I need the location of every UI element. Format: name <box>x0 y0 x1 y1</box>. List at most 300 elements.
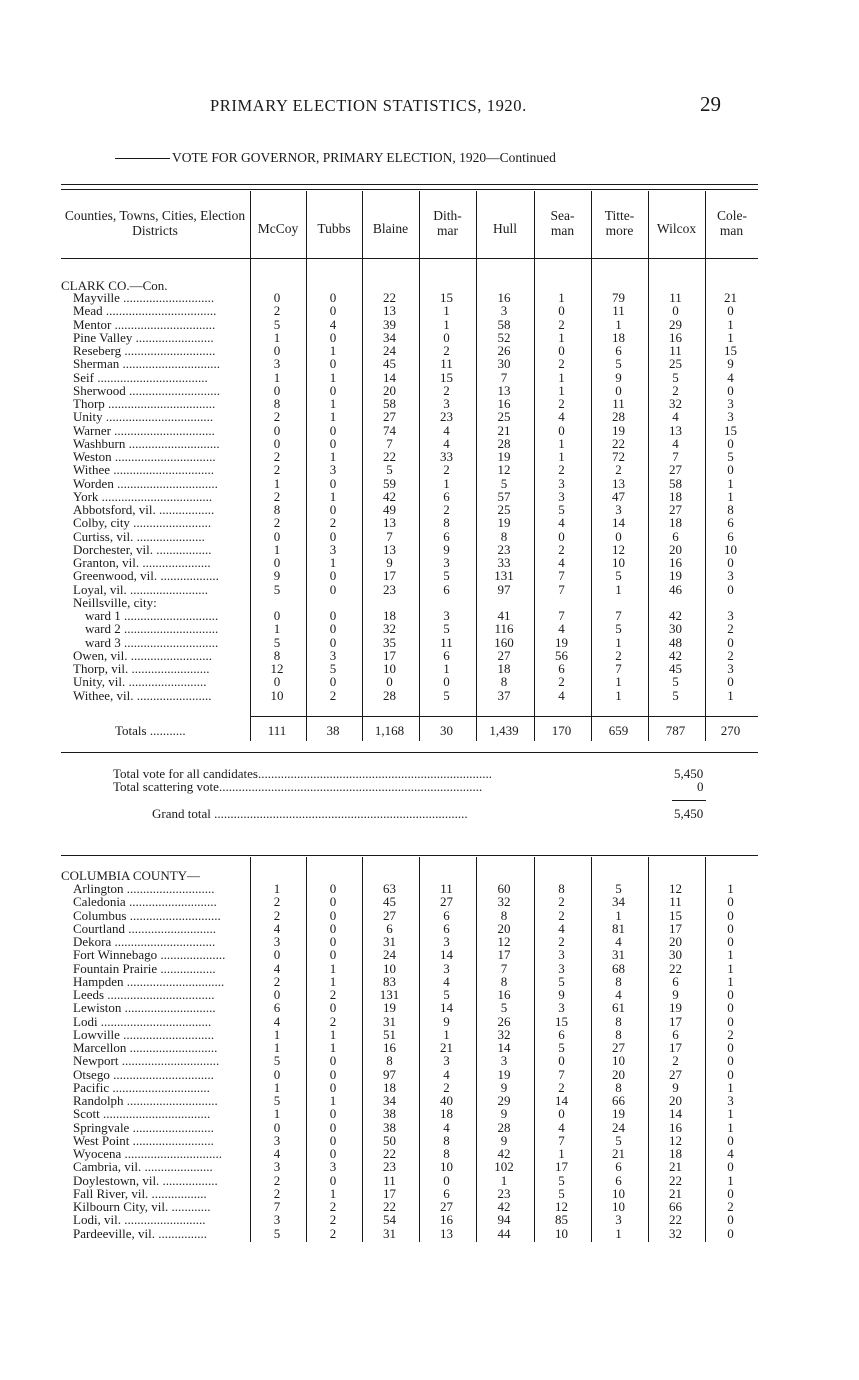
table-row <box>61 649 757 662</box>
vote-cell: 1 <box>329 555 337 570</box>
vote-cell: 5 <box>727 449 734 464</box>
vote-cell: 6 <box>273 1000 281 1016</box>
vote-cell: 1 <box>500 1172 508 1188</box>
vote-cell: 27 <box>440 1199 453 1214</box>
district-name: Courtland ........................... <box>73 920 216 936</box>
table-row <box>61 450 757 463</box>
vote-cell: 0 <box>329 382 337 398</box>
vote-cell: 19 <box>669 1000 682 1016</box>
clark-bottom-rule <box>61 752 758 753</box>
total-cell: 170 <box>551 723 572 738</box>
vote-cell: 7 <box>558 581 565 597</box>
vote-cell: 0 <box>273 1066 281 1082</box>
vote-cell <box>305 596 361 609</box>
vote-cell: 3 <box>329 647 337 663</box>
vote-cell: 7 <box>672 449 679 464</box>
clark-table <box>61 291 757 702</box>
vote-cell: 31 <box>383 1225 396 1241</box>
vote-cell: 1 <box>558 1146 565 1161</box>
vote-cell: 0 <box>273 528 281 544</box>
vote-cell: 2 <box>558 462 565 478</box>
total-cell: 1,439 <box>489 723 519 738</box>
vote-cell: 21 <box>612 1146 625 1161</box>
table-row <box>61 477 757 490</box>
vote-cell: 13 <box>383 515 396 531</box>
vote-cell: 61 <box>612 1000 625 1016</box>
vote-cell: 6 <box>443 647 450 663</box>
vote-cell: 31 <box>383 1013 396 1029</box>
vote-cell: 18 <box>669 1146 682 1161</box>
vote-cell: 19 <box>497 1066 511 1082</box>
vote-cell: 28 <box>383 687 396 703</box>
district-name: Lowville ............................ <box>73 1026 215 1042</box>
table-row <box>61 1147 757 1160</box>
vote-cell: 0 <box>329 1146 337 1161</box>
summary-grand: Grand total .............................................................................. <box>152 806 468 821</box>
vote-cell: 13 <box>440 1225 453 1241</box>
vote-cell: 1 <box>727 881 734 896</box>
vote-cell: 1 <box>727 960 734 976</box>
vote-cell: 8 <box>500 973 508 989</box>
total-cell: 787 <box>665 723 686 738</box>
vote-cell: 16 <box>497 290 511 305</box>
vote-cell: 20 <box>497 920 511 936</box>
vote-cell: 22 <box>383 449 396 464</box>
vote-cell: 4 <box>558 687 565 703</box>
vote-cell: 3 <box>443 608 450 623</box>
table-row <box>61 622 757 635</box>
vote-cell: 1 <box>329 343 337 358</box>
col-header-coleman: Cole- man <box>717 208 747 238</box>
vote-cell: 27 <box>669 1066 682 1082</box>
district-name: Leeds ................................. <box>73 987 215 1002</box>
vote-cell: 1 <box>273 541 281 557</box>
vote-cell: 66 <box>669 1199 682 1214</box>
vote-cell: 1 <box>329 488 337 504</box>
table-row <box>61 344 757 357</box>
vote-cell: 8 <box>273 647 281 663</box>
vote-cell: 18 <box>383 608 396 623</box>
vote-cell: 3 <box>273 1132 281 1148</box>
total-cell: 270 <box>720 723 741 738</box>
vote-cell: 5 <box>672 687 679 703</box>
vote-cell: 0 <box>329 290 337 305</box>
vote-cell: 8 <box>558 881 565 896</box>
vote-cell: 2 <box>558 934 565 949</box>
table-row <box>61 490 757 503</box>
vote-cell: 3 <box>329 541 337 557</box>
district-name: Dorchester, vil. ................. <box>73 541 212 557</box>
vote-cell: 2 <box>273 973 281 989</box>
vote-cell: 2 <box>672 382 679 398</box>
vote-cell: 35 <box>383 634 396 650</box>
vote-cell: 8 <box>443 515 450 531</box>
vote-cell: 0 <box>329 920 337 936</box>
vote-cell: 2 <box>273 894 281 910</box>
vote-cell: 1 <box>727 1119 734 1135</box>
vote-cell: 17 <box>383 568 396 584</box>
vote-cell: 3 <box>615 1212 622 1228</box>
vote-cell: 14 <box>440 1000 453 1016</box>
district-name: Weston ............................... <box>73 449 216 464</box>
vote-cell: 4 <box>273 1146 281 1161</box>
vote-cell: 6 <box>443 920 450 936</box>
vote-cell: 51 <box>383 1026 396 1042</box>
vote-cell: 13 <box>669 422 682 438</box>
vote-cell: 6 <box>672 1026 679 1042</box>
vote-cell: 22 <box>669 960 682 976</box>
vote-cell: 7 <box>558 608 565 623</box>
district-name: Lodi, vil. ......................... <box>73 1212 206 1228</box>
district-name: Lewiston ............................ <box>73 1000 216 1016</box>
vote-cell: 40 <box>440 1093 453 1108</box>
district-name: Hampden .............................. <box>73 973 225 989</box>
vote-cell: 29 <box>497 1093 511 1108</box>
vote-cell: 28 <box>497 1119 511 1135</box>
table-row <box>61 1041 757 1054</box>
vote-cell: 17 <box>669 1013 682 1029</box>
vote-cell: 11 <box>440 356 453 372</box>
col-header-hull: Hull <box>492 221 517 236</box>
district-name: Wyocena .............................. <box>73 1146 223 1161</box>
vote-cell: 8 <box>500 907 508 923</box>
vote-cell: 1 <box>615 687 622 703</box>
summary-all-value: 5,450 <box>674 766 704 781</box>
vote-cell: 3 <box>727 396 734 411</box>
vote-cell: 19 <box>497 515 511 531</box>
vote-cell: 10 <box>612 1185 625 1201</box>
table-row <box>61 1001 757 1014</box>
district-name: Dekora ............................... <box>73 934 216 949</box>
vote-cell: 1 <box>615 581 622 597</box>
col-header-dithmar: Dith- mar <box>433 208 462 238</box>
vote-cell: 6 <box>558 1026 565 1042</box>
vote-cell: 2 <box>273 449 281 464</box>
vote-cell: 20 <box>669 1093 682 1108</box>
vote-cell: 12 <box>669 1132 682 1148</box>
district-name: Colby, city ........................ <box>73 515 212 531</box>
vote-cell: 10 <box>440 1159 453 1175</box>
table-row <box>61 1028 757 1041</box>
vote-cell: 6 <box>615 1159 622 1175</box>
vote-cell: 27 <box>383 409 396 425</box>
vote-cell: 5 <box>558 1185 565 1201</box>
vote-cell: 32 <box>669 1225 682 1241</box>
vote-cell: 18 <box>669 515 682 531</box>
vote-cell: 1 <box>727 973 734 989</box>
vote-cell: 6 <box>672 528 679 544</box>
vote-cell: 13 <box>383 303 396 319</box>
district-name: Owen, vil. ......................... <box>73 647 213 663</box>
vote-cell: 102 <box>494 1159 514 1175</box>
top-rule-double <box>61 189 758 190</box>
vote-cell: 57 <box>497 488 511 504</box>
vote-cell: 2 <box>558 1079 565 1095</box>
vote-cell: 39 <box>383 316 396 332</box>
vote-cell: 23 <box>497 541 511 557</box>
vote-cell: 11 <box>612 396 625 411</box>
vote-cell: 94 <box>497 1212 511 1228</box>
table-row <box>61 530 757 543</box>
district-name: Caledonia ........................... <box>73 894 217 910</box>
vote-cell: 11 <box>612 303 625 319</box>
vote-cell: 8 <box>500 674 508 690</box>
vote-cell: 4 <box>558 920 565 936</box>
table-row <box>61 1054 757 1067</box>
district-name: Fall River, vil. ................. <box>73 1185 207 1201</box>
vote-cell: 16 <box>383 1040 396 1055</box>
vote-cell: 17 <box>555 1159 568 1175</box>
table-row <box>61 975 757 988</box>
vote-cell: 6 <box>727 515 734 531</box>
vote-cell: 32 <box>497 894 511 910</box>
district-name: Sherwood ............................ <box>73 382 220 398</box>
vote-cell: 11 <box>440 634 453 650</box>
vote-cell: 0 <box>558 303 565 319</box>
vote-cell: 10 <box>612 1199 625 1214</box>
district-name: Springvale ......................... <box>73 1119 214 1135</box>
vote-cell: 0 <box>443 674 450 690</box>
vote-cell: 1 <box>443 475 450 491</box>
vote-cell: 14 <box>669 1106 682 1122</box>
vote-cell: 20 <box>669 541 682 557</box>
vote-cell: 11 <box>440 881 453 896</box>
vote-cell: 45 <box>669 661 682 676</box>
page-number: 29 <box>700 92 721 116</box>
district-name: Fort Winnebago .................... <box>73 947 226 963</box>
table-row <box>61 1187 757 1200</box>
vote-cell: 38 <box>383 1119 396 1135</box>
totals-top-rule <box>250 716 758 717</box>
vote-cell: 4 <box>615 934 622 949</box>
vote-cell: 3 <box>443 934 450 949</box>
vote-cell: 21 <box>497 422 511 438</box>
vote-cell: 3 <box>443 555 450 570</box>
vote-cell: 10 <box>555 1225 568 1241</box>
total-cell: 111 <box>267 723 287 738</box>
vote-cell: 32 <box>669 396 682 411</box>
vote-cell: 0 <box>329 1000 337 1016</box>
vote-cell: 11 <box>383 1172 396 1188</box>
summary-grand-value: 5,450 <box>674 806 704 821</box>
vote-cell: 14 <box>612 515 625 531</box>
vote-cell: 5 <box>273 1225 281 1241</box>
vote-cell: 7 <box>558 1132 565 1148</box>
vote-cell: 7 <box>386 435 393 451</box>
vote-cell: 0 <box>329 435 337 451</box>
vote-cell: 0 <box>727 1185 734 1201</box>
vote-cell: 5 <box>672 369 679 385</box>
vote-cell: 14 <box>497 1040 511 1055</box>
vote-cell: 15 <box>555 1013 568 1029</box>
vote-cell: 2 <box>727 647 734 663</box>
vote-cell: 5 <box>615 568 622 584</box>
table-row <box>61 318 757 331</box>
vote-cell: 30 <box>497 356 511 372</box>
vote-cell: 45 <box>383 356 396 372</box>
table-row <box>61 291 757 304</box>
vote-cell: 5 <box>386 462 393 478</box>
vote-cell: 6 <box>443 1185 450 1201</box>
vote-cell: 3 <box>727 568 734 584</box>
table-row <box>61 1068 757 1081</box>
vote-cell: 4 <box>443 422 450 438</box>
vote-cell: 29 <box>669 316 682 332</box>
vote-cell: 16 <box>669 329 682 345</box>
table-row <box>61 1200 757 1213</box>
top-rule <box>61 184 758 185</box>
totals-spacer <box>61 724 249 737</box>
table-row <box>61 1213 757 1226</box>
table-row <box>61 1174 757 1187</box>
district-name: Washburn ............................ <box>73 435 220 451</box>
vote-cell: 24 <box>612 1119 625 1135</box>
vote-cell: 8 <box>273 502 281 517</box>
vote-cell: 0 <box>273 435 281 451</box>
total-cell: 30 <box>440 723 453 738</box>
vote-cell: 3 <box>443 1053 450 1069</box>
vote-cell: 0 <box>558 343 565 358</box>
vote-cell: 42 <box>669 608 682 623</box>
vote-cell: 52 <box>497 329 511 345</box>
vote-cell: 160 <box>494 634 514 650</box>
vote-cell: 20 <box>612 1066 625 1082</box>
vote-cell: 32 <box>383 621 396 637</box>
vote-cell: 79 <box>612 290 625 305</box>
vote-cell: 26 <box>497 343 511 358</box>
vote-cell: 0 <box>329 1079 337 1095</box>
vote-cell: 0 <box>273 1119 281 1135</box>
vote-cell: 2 <box>443 343 450 358</box>
vote-cell: 0 <box>727 1159 734 1175</box>
vote-cell: 46 <box>669 581 682 597</box>
vote-cell: 32 <box>497 1026 511 1042</box>
vote-cell: 1 <box>727 1172 734 1188</box>
vote-cell: 7 <box>273 1199 281 1214</box>
vote-cell: 1 <box>329 396 337 411</box>
table-row <box>61 543 757 556</box>
district-name: Mayville ............................ <box>73 290 215 305</box>
vote-cell: 0 <box>615 382 622 398</box>
vote-cell: 4 <box>443 1119 450 1135</box>
table-row <box>61 503 757 516</box>
vote-cell: 0 <box>329 1066 337 1082</box>
vote-cell: 4 <box>443 973 450 989</box>
vote-cell: 34 <box>383 329 396 345</box>
total-cell: 659 <box>608 723 629 738</box>
vote-cell: 0 <box>727 1225 734 1241</box>
table-row <box>61 922 757 935</box>
vote-cell: 30 <box>669 621 682 637</box>
vote-cell: 9 <box>500 1106 508 1122</box>
vote-cell: 33 <box>497 555 511 570</box>
vote-cell: 0 <box>727 987 734 1002</box>
table-row <box>61 569 757 582</box>
vote-cell: 0 <box>329 356 337 372</box>
vote-cell: 15 <box>440 369 453 385</box>
vote-cell: 6 <box>615 1172 622 1188</box>
vote-cell: 1 <box>273 369 281 385</box>
table-row <box>61 1094 757 1107</box>
table-row <box>61 1134 757 1147</box>
table-row <box>61 1107 757 1120</box>
district-name: Seif .................................. <box>73 369 208 385</box>
vote-cell: 0 <box>558 1106 565 1122</box>
vote-cell: 0 <box>329 621 337 637</box>
page-header <box>0 92 859 126</box>
vote-cell: 10 <box>724 541 737 557</box>
vote-cell: 22 <box>612 435 625 451</box>
vote-cell: 3 <box>329 462 337 478</box>
vote-cell: 1 <box>727 316 734 332</box>
vote-cell: 2 <box>443 1079 450 1095</box>
vote-cell: 2 <box>558 396 565 411</box>
vote-cell: 3 <box>443 396 450 411</box>
vote-cell: 25 <box>669 356 682 372</box>
vote-cell: 8 <box>386 1053 393 1069</box>
vote-cell: 5 <box>273 316 281 332</box>
col-header-mccoy: McCoy <box>257 221 299 236</box>
vote-cell: 116 <box>494 621 514 637</box>
vote-cell: 27 <box>669 502 682 517</box>
vote-cell: 1 <box>273 881 281 896</box>
vote-cell: 0 <box>273 555 281 570</box>
vote-cell: 0 <box>273 608 281 623</box>
vote-cell: 33 <box>440 449 453 464</box>
vote-cell: 2 <box>615 462 622 478</box>
vote-cell: 9 <box>500 1079 508 1095</box>
subtitle-dash <box>115 158 170 159</box>
vote-cell: 97 <box>497 581 511 597</box>
district-name: West Point ......................... <box>73 1132 214 1148</box>
vote-cell: 5 <box>443 987 450 1002</box>
vote-cell: 8 <box>615 1013 622 1029</box>
vote-cell: 17 <box>383 647 396 663</box>
vote-cell: 5 <box>558 973 565 989</box>
vote-cell: 1 <box>273 1026 281 1042</box>
vote-cell: 58 <box>497 316 511 332</box>
totals-row <box>61 724 757 737</box>
table-row <box>61 331 757 344</box>
table-row <box>61 988 757 1001</box>
vote-cell <box>533 596 590 609</box>
vote-cell: 3 <box>558 475 565 491</box>
vote-cell: 60 <box>497 881 511 896</box>
vote-cell: 10 <box>612 1053 625 1069</box>
district-name: ward 1 ............................. <box>85 608 219 623</box>
vote-cell: 15 <box>440 290 453 305</box>
vote-cell: 4 <box>273 960 281 976</box>
vote-cell: 2 <box>273 515 281 531</box>
vote-cell: 1 <box>273 475 281 491</box>
table-row <box>61 1081 757 1094</box>
table-row <box>61 948 757 961</box>
vote-cell: 0 <box>329 634 337 650</box>
summary-rule <box>672 800 706 801</box>
vote-cell: 27 <box>383 907 396 923</box>
vote-cell: 1 <box>443 661 450 676</box>
vote-cell: 19 <box>612 422 625 438</box>
table-row <box>61 1227 757 1240</box>
vote-cell: 0 <box>329 422 337 438</box>
columbia-top-rule <box>61 855 758 856</box>
vote-cell: 2 <box>329 1199 337 1214</box>
vote-cell: 0 <box>329 568 337 584</box>
vote-cell: 12 <box>497 934 511 949</box>
vote-cell: 3 <box>500 303 508 319</box>
vote-cell: 3 <box>273 934 281 949</box>
table-row <box>61 895 757 908</box>
